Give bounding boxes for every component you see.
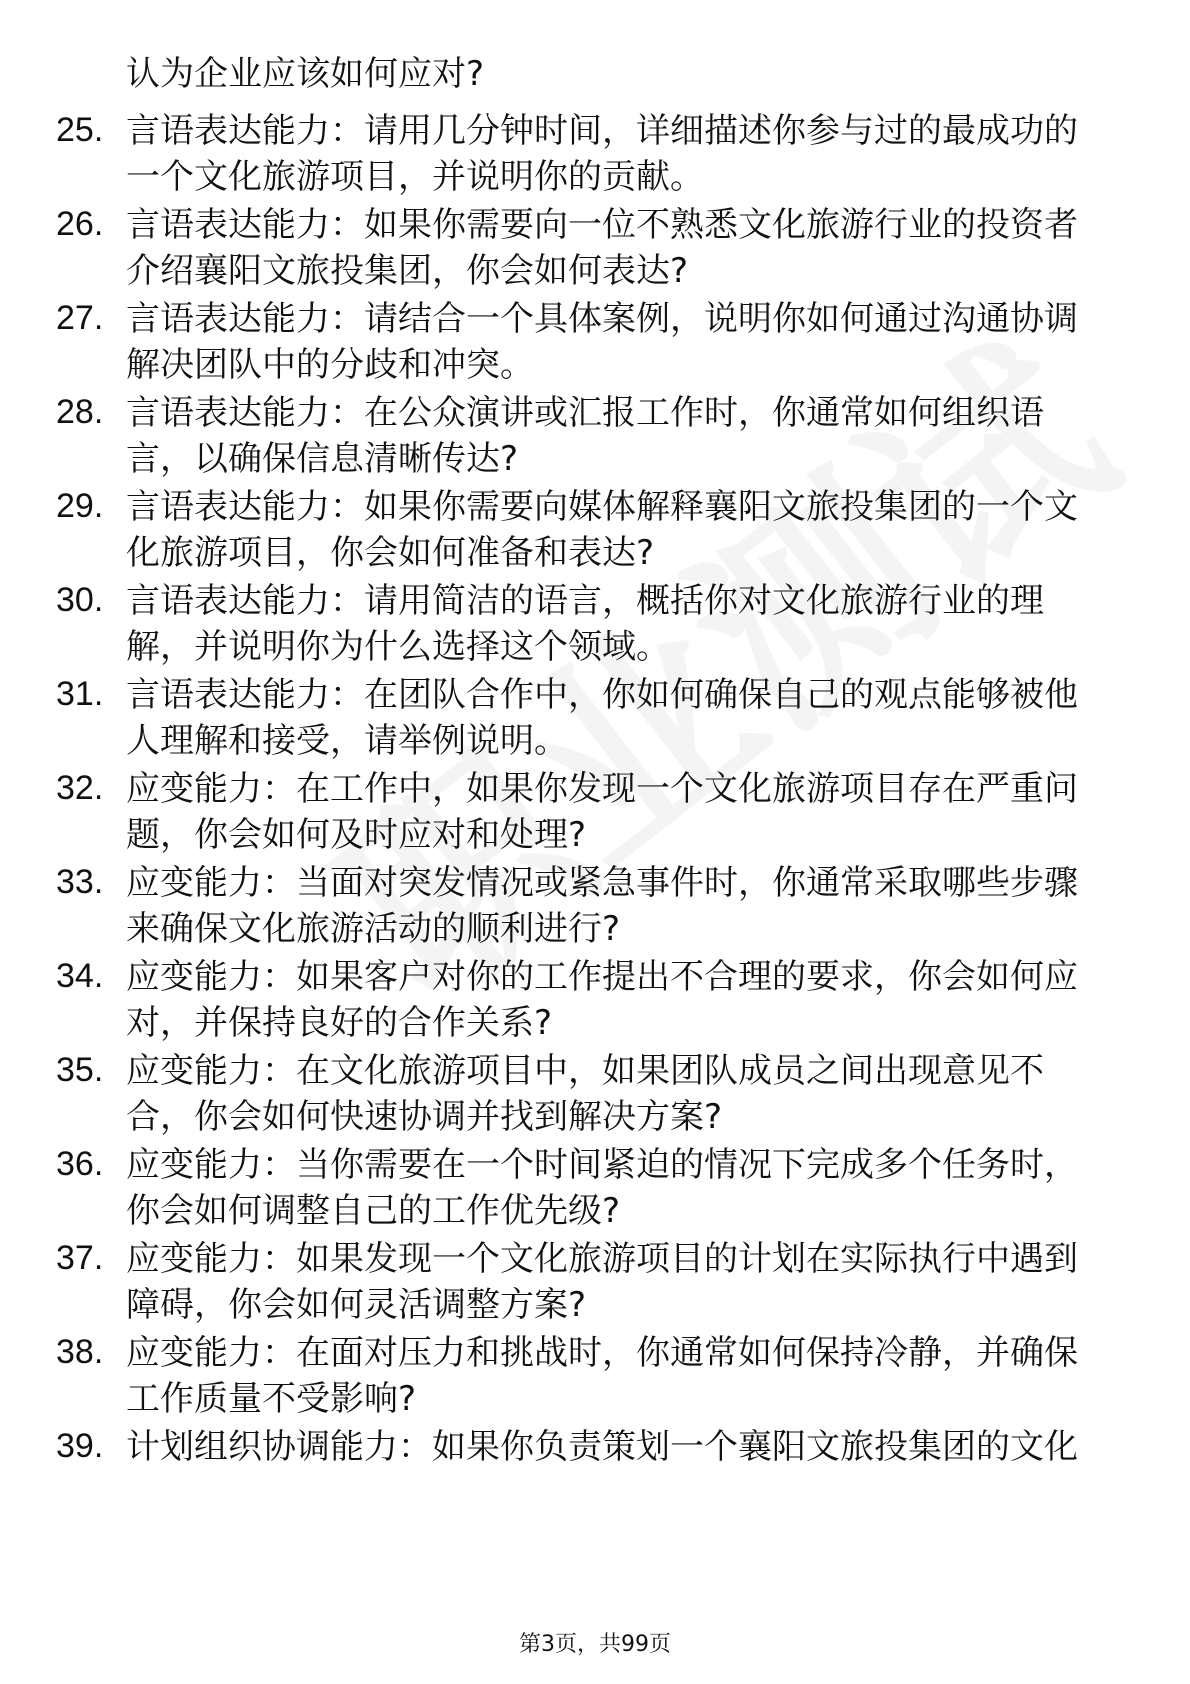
item-line: 介绍襄阳文旅投集团，你会如何表达? [126, 251, 689, 291]
item-line: 应变能力：在文化旅游项目中，如果团队成员之间出现意见不 [126, 1051, 1044, 1091]
item-text [126, 766, 1136, 858]
item-number: 36. [56, 1145, 104, 1183]
item-line: 化旅游项目，你会如何准备和表达? [126, 533, 655, 573]
item-text [126, 390, 1136, 482]
item-text [126, 296, 1136, 388]
item-text [126, 108, 1136, 200]
item-line: 你会如何调整自己的工作优先级? [126, 1191, 621, 1231]
item-text [126, 860, 1136, 952]
item-line: 应变能力：当面对突发情况或紧急事件时，你通常采取哪些步骤 [126, 863, 1078, 903]
item-line: 题，你会如何及时应对和处理? [126, 815, 587, 855]
item-text [126, 1330, 1136, 1422]
item-line: 言语表达能力：如果你需要向媒体解释襄阳文旅投集团的一个文 [126, 487, 1078, 527]
continuation-line: 认为企业应该如何应对? [126, 54, 485, 94]
item-text [126, 1048, 1136, 1140]
item-line: 应变能力：在工作中，如果你发现一个文化旅游项目存在严重问 [126, 769, 1078, 809]
item-line: 合，你会如何快速协调并找到解决方案? [126, 1097, 723, 1137]
item-number: 35. [56, 1051, 104, 1089]
item-line: 应变能力：在面对压力和挑战时，你通常如何保持冷静，并确保 [126, 1333, 1078, 1373]
item-number: 29. [56, 487, 104, 525]
item-text [126, 578, 1136, 670]
item-line: 来确保文化旅游活动的顺利进行? [126, 909, 621, 949]
item-line: 解，并说明你为什么选择这个领域。 [126, 627, 670, 667]
item-line: 计划组织协调能力：如果你负责策划一个襄阳文旅投集团的文化 [126, 1427, 1078, 1467]
item-number: 33. [56, 863, 104, 901]
item-text [126, 202, 1136, 294]
item-number: 38. [56, 1333, 104, 1371]
item-line: 人理解和接受，请举例说明。 [126, 721, 568, 761]
item-line: 一个文化旅游项目，并说明你的贡献。 [126, 157, 704, 197]
item-line: 对，并保持良好的合作关系? [126, 1003, 553, 1043]
item-line: 言语表达能力：请用简洁的语言，概括你对文化旅游行业的理 [126, 581, 1044, 621]
item-line: 应变能力：如果发现一个文化旅游项目的计划在实际执行中遇到 [126, 1239, 1078, 1279]
item-line: 工作质量不受影响? [126, 1379, 417, 1419]
item-line: 言语表达能力：请用几分钟时间，详细描述你参与过的最成功的 [126, 111, 1078, 151]
item-line: 解决团队中的分歧和冲突。 [126, 345, 534, 385]
item-text [126, 672, 1136, 764]
page-footer: 第3页，共99页 [519, 1632, 671, 1657]
item-number: 28. [56, 393, 104, 431]
item-text [126, 954, 1136, 1046]
item-number: 39. [56, 1427, 104, 1465]
item-line: 言语表达能力：请结合一个具体案例，说明你如何通过沟通协调 [126, 299, 1078, 339]
item-number: 25. [56, 111, 104, 149]
item-line: 言语表达能力：在团队合作中，你如何确保自己的观点能够被他 [126, 675, 1078, 715]
item-text [126, 1142, 1136, 1234]
item-number: 37. [56, 1239, 104, 1277]
item-text [126, 1236, 1136, 1328]
item-line: 障碍，你会如何灵活调整方案? [126, 1285, 587, 1325]
item-number: 31. [56, 675, 104, 713]
item-line: 言语表达能力：在公众演讲或汇报工作时，你通常如何组织语 [126, 393, 1044, 433]
item-number: 34. [56, 957, 104, 995]
item-number: 26. [56, 205, 104, 243]
item-line: 应变能力：如果客户对你的工作提出不合理的要求，你会如何应 [126, 957, 1078, 997]
item-line: 言语表达能力：如果你需要向一位不熟悉文化旅游行业的投资者 [126, 205, 1078, 245]
item-number: 27. [56, 299, 104, 337]
item-text [126, 484, 1136, 576]
item-text [126, 1424, 1136, 1470]
item-line: 言，以确保信息清晰传达? [126, 439, 519, 479]
item-number: 32. [56, 769, 104, 807]
item-line: 应变能力：当你需要在一个时间紧迫的情况下完成多个任务时， [126, 1145, 1078, 1185]
item-number: 30. [56, 581, 104, 619]
